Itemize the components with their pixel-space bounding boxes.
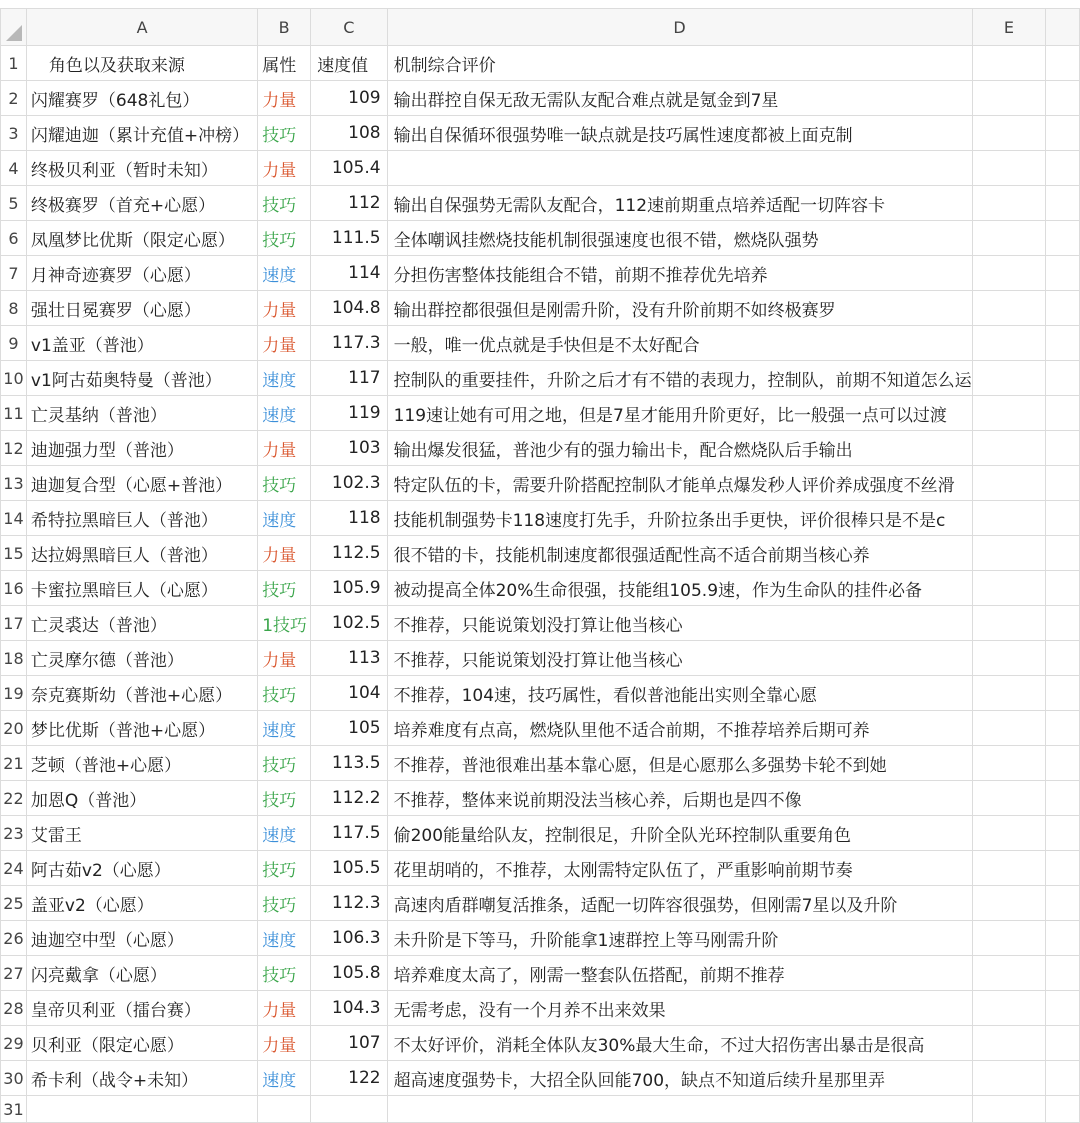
cell-a[interactable]: 迪迦强力型（普池） [26, 431, 257, 466]
cell-c[interactable]: 117.3 [311, 326, 387, 361]
table-row [1, 991, 1080, 1026]
cell-b[interactable]: 技巧 [258, 886, 311, 921]
cell-f[interactable] [1046, 116, 1080, 151]
row-number[interactable]: 20 [1, 711, 27, 746]
cell-d-header[interactable]: 机制综合评价 [387, 46, 972, 81]
cell-a[interactable]: 终极贝利亚（暂时未知） [26, 151, 257, 186]
table-row [1, 886, 1080, 921]
cell-b[interactable]: 技巧 [258, 221, 311, 256]
cell-c[interactable]: 109 [311, 81, 387, 116]
cell-b[interactable]: 技巧 [258, 116, 311, 151]
table-row [1, 676, 1080, 711]
row-number[interactable]: 4 [1, 151, 27, 186]
cell-d[interactable]: 很不错的卡，技能机制速度都很强适配性高不适合前期当核心养 [387, 536, 972, 571]
table-row [1, 431, 1080, 466]
table-row [1, 151, 1080, 186]
cell-f[interactable] [1046, 851, 1080, 886]
table-row [1, 361, 1080, 396]
table-row [1, 641, 1080, 676]
row-number[interactable]: 31 [1, 1096, 27, 1123]
cell-e[interactable] [972, 46, 1046, 81]
column-header-c[interactable]: C [311, 9, 387, 46]
cell-e[interactable] [972, 221, 1046, 256]
cell-b[interactable]: 速度 [258, 1061, 311, 1096]
cell-b[interactable]: 技巧 [258, 956, 311, 991]
cell-c[interactable]: 104.8 [311, 291, 387, 326]
cell-c[interactable]: 105 [311, 711, 387, 746]
cell-a[interactable]: 迪迦空中型（心愿） [26, 921, 257, 956]
cell-f[interactable] [1046, 291, 1080, 326]
cell-e[interactable] [972, 816, 1046, 851]
cell-e[interactable] [972, 886, 1046, 921]
empty-cell[interactable] [311, 1096, 387, 1123]
cell-c[interactable]: 108 [311, 116, 387, 151]
table-row [1, 116, 1080, 151]
table-row [1, 221, 1080, 256]
cell-a[interactable]: 月神奇迹赛罗（心愿） [26, 256, 257, 291]
cell-d[interactable]: 输出群控都很强但是刚需升阶，没有升阶前期不如终极赛罗 [387, 291, 972, 326]
cell-d[interactable]: 技能机制强势卡118速度打先手，升阶拉条出手更快，评价很棒只是不是c [387, 501, 972, 536]
cell-f[interactable] [1046, 46, 1080, 81]
cell-f[interactable] [1046, 431, 1080, 466]
cell-e[interactable] [972, 361, 1046, 396]
cell-b[interactable]: 技巧 [258, 186, 311, 221]
header-data-row [1, 46, 1080, 81]
cell-b[interactable]: 力量 [258, 431, 311, 466]
cell-e[interactable] [972, 501, 1046, 536]
cell-e[interactable] [972, 536, 1046, 571]
cell-a-header[interactable]: 角色以及获取来源 [26, 46, 257, 81]
cell-f[interactable] [1046, 151, 1080, 186]
cell-e[interactable] [972, 921, 1046, 956]
cell-f[interactable] [1046, 81, 1080, 116]
cell-a[interactable]: 卡蜜拉黑暗巨人（心愿） [26, 571, 257, 606]
cell-f[interactable] [1046, 606, 1080, 641]
row-number[interactable]: 19 [1, 676, 27, 711]
cell-b[interactable]: 技巧 [258, 571, 311, 606]
empty-cell[interactable] [26, 1096, 257, 1123]
cell-f[interactable] [1046, 921, 1080, 956]
cell-a[interactable]: 迪迦复合型（心愿+普池） [26, 466, 257, 501]
row-number[interactable]: 14 [1, 501, 27, 536]
cell-b[interactable]: 力量 [258, 1026, 311, 1061]
empty-cell[interactable] [972, 1096, 1046, 1123]
table-row [1, 1061, 1080, 1096]
cell-d[interactable]: 控制队的重要挂件，升阶之后才有不错的表现力，控制队，前期不知道怎么运 [387, 361, 972, 396]
table-row [1, 816, 1080, 851]
table-row [1, 291, 1080, 326]
cell-c[interactable]: 112.3 [311, 886, 387, 921]
row-number[interactable]: 2 [1, 81, 27, 116]
cell-c[interactable]: 117.5 [311, 816, 387, 851]
cell-b[interactable]: 1技巧 [258, 606, 311, 641]
table-row [1, 1026, 1080, 1061]
cell-a[interactable]: 达拉姆黑暗巨人（普池） [26, 536, 257, 571]
table-row [1, 396, 1080, 431]
row-number[interactable]: 22 [1, 781, 27, 816]
cell-b[interactable]: 力量 [258, 81, 311, 116]
cell-a[interactable]: 亡灵摩尔德（普池） [26, 641, 257, 676]
cell-f[interactable] [1046, 781, 1080, 816]
cell-f[interactable] [1046, 536, 1080, 571]
column-header-f[interactable] [1046, 9, 1080, 46]
cell-b[interactable]: 速度 [258, 396, 311, 431]
row-number[interactable]: 27 [1, 956, 27, 991]
cell-c[interactable]: 119 [311, 396, 387, 431]
empty-cell[interactable] [1046, 1096, 1080, 1123]
cell-d[interactable]: 高速肉盾群嘲复活推条，适配一切阵容很强势，但刚需7星以及升阶 [387, 886, 972, 921]
cell-e[interactable] [972, 116, 1046, 151]
cell-c[interactable]: 118 [311, 501, 387, 536]
row-number[interactable]: 8 [1, 291, 27, 326]
table-row [1, 326, 1080, 361]
cell-b[interactable]: 力量 [258, 326, 311, 361]
cell-c[interactable]: 105.9 [311, 571, 387, 606]
cell-d[interactable]: 输出自保强势无需队友配合，112速前期重点培养适配一切阵容卡 [387, 186, 972, 221]
cell-f[interactable] [1046, 256, 1080, 291]
row-number[interactable]: 7 [1, 256, 27, 291]
table-row [1, 256, 1080, 291]
cell-b[interactable]: 技巧 [258, 676, 311, 711]
cell-c[interactable]: 117 [311, 361, 387, 396]
row-number[interactable]: 18 [1, 641, 27, 676]
cell-b-header[interactable]: 属性 [258, 46, 311, 81]
cell-b[interactable]: 速度 [258, 501, 311, 536]
row-number[interactable]: 23 [1, 816, 27, 851]
cell-e[interactable] [972, 781, 1046, 816]
cell-d[interactable]: 花里胡哨的，不推荐，太刚需特定队伍了，严重影响前期节奏 [387, 851, 972, 886]
row-number[interactable]: 24 [1, 851, 27, 886]
cell-c[interactable]: 122 [311, 1061, 387, 1096]
cell-b[interactable]: 技巧 [258, 781, 311, 816]
cell-a[interactable]: 闪亮戴拿（心愿） [26, 956, 257, 991]
cell-a[interactable]: 艾雷王 [26, 816, 257, 851]
cell-f[interactable] [1046, 571, 1080, 606]
cell-c[interactable]: 102.3 [311, 466, 387, 501]
cell-d[interactable]: 不推荐，普池很难出基本靠心愿，但是心愿那么多强势卡轮不到她 [387, 746, 972, 781]
cell-d[interactable]: 不推荐，整体来说前期没法当核心养，后期也是四不像 [387, 781, 972, 816]
cell-e[interactable] [972, 711, 1046, 746]
cell-c[interactable]: 105.5 [311, 851, 387, 886]
cell-e[interactable] [972, 851, 1046, 886]
table-row [1, 851, 1080, 886]
cell-d[interactable]: 特定队伍的卡，需要升阶搭配控制队才能单点爆发秒人评价养成强度不丝滑 [387, 466, 972, 501]
table-row [1, 781, 1080, 816]
cell-c[interactable]: 113.5 [311, 746, 387, 781]
table-row [1, 711, 1080, 746]
cell-a[interactable]: 梦比优斯（普池+心愿） [26, 711, 257, 746]
column-header-d[interactable]: D [387, 9, 972, 46]
cell-e[interactable] [972, 641, 1046, 676]
cell-a[interactable]: 奈克赛斯幼（普池+心愿） [26, 676, 257, 711]
cell-a[interactable]: 贝利亚（限定心愿） [26, 1026, 257, 1061]
cell-e[interactable] [972, 81, 1046, 116]
cell-a[interactable]: 加恩Q（普池） [26, 781, 257, 816]
cell-e[interactable] [972, 431, 1046, 466]
cell-e[interactable] [972, 466, 1046, 501]
cell-d[interactable]: 被动提高全体20%生命很强，技能组105.9速，作为生命队的挂件必备 [387, 571, 972, 606]
cell-d[interactable]: 偷200能量给队友，控制很足，升阶全队光环控制队重要角色 [387, 816, 972, 851]
row-number[interactable]: 21 [1, 746, 27, 781]
cell-b[interactable]: 技巧 [258, 746, 311, 781]
cell-e[interactable] [972, 991, 1046, 1026]
table-row [1, 571, 1080, 606]
cell-b[interactable]: 技巧 [258, 851, 311, 886]
row-number[interactable]: 6 [1, 221, 27, 256]
column-header-e[interactable]: E [972, 9, 1046, 46]
cell-d[interactable]: 输出爆发很猛，普池少有的强力输出卡，配合燃烧队后手输出 [387, 431, 972, 466]
cell-a[interactable]: 闪耀赛罗（648礼包） [26, 81, 257, 116]
cell-c[interactable]: 105.4 [311, 151, 387, 186]
cell-a[interactable]: 亡灵基纳（普池） [26, 396, 257, 431]
cell-b[interactable]: 力量 [258, 991, 311, 1026]
column-header-a[interactable]: A [26, 9, 257, 46]
row-number[interactable]: 26 [1, 921, 27, 956]
row-number[interactable]: 25 [1, 886, 27, 921]
cell-a[interactable]: 闪耀迪迦（累计充值+冲榜） [26, 116, 257, 151]
cell-f[interactable] [1046, 1061, 1080, 1096]
cell-e[interactable] [972, 186, 1046, 221]
cell-b[interactable]: 力量 [258, 291, 311, 326]
cell-e[interactable] [972, 326, 1046, 361]
cell-b[interactable]: 速度 [258, 256, 311, 291]
cell-d[interactable]: 输出自保循环很强势唯一缺点就是技巧属性速度都被上面克制 [387, 116, 972, 151]
cell-f[interactable] [1046, 466, 1080, 501]
cell-c[interactable]: 102.5 [311, 606, 387, 641]
table-row [1, 746, 1080, 781]
cell-f[interactable] [1046, 501, 1080, 536]
cell-f[interactable] [1046, 396, 1080, 431]
cell-d[interactable]: 分担伤害整体技能组合不错，前期不推荐优先培养 [387, 256, 972, 291]
cell-c[interactable]: 112.5 [311, 536, 387, 571]
cell-b[interactable]: 力量 [258, 151, 311, 186]
cell-e[interactable] [972, 256, 1046, 291]
table-row [1, 536, 1080, 571]
cell-c[interactable]: 106.3 [311, 921, 387, 956]
cell-f[interactable] [1046, 361, 1080, 396]
cell-f[interactable] [1046, 641, 1080, 676]
cell-e[interactable] [972, 606, 1046, 641]
row-number[interactable]: 5 [1, 186, 27, 221]
cell-d[interactable]: 一般，唯一优点就是手快但是不太好配合 [387, 326, 972, 361]
cell-a[interactable]: 希特拉黑暗巨人（普池） [26, 501, 257, 536]
cell-b[interactable]: 速度 [258, 711, 311, 746]
row-number[interactable]: 9 [1, 326, 27, 361]
cell-d[interactable]: 全体嘲讽挂燃烧技能机制很强速度也很不错，燃烧队强势 [387, 221, 972, 256]
table-row [1, 606, 1080, 641]
cell-e[interactable] [972, 1061, 1046, 1096]
cell-e[interactable] [972, 396, 1046, 431]
cell-b[interactable]: 技巧 [258, 466, 311, 501]
cell-a[interactable]: 亡灵裘达（普池） [26, 606, 257, 641]
cell-c[interactable]: 114 [311, 256, 387, 291]
cell-d[interactable]: 超高速度强势卡，大招全队回能700，缺点不知道后续升星那里弄 [387, 1061, 972, 1096]
cell-c[interactable]: 104.3 [311, 991, 387, 1026]
row-number[interactable]: 28 [1, 991, 27, 1026]
cell-d[interactable]: 未升阶是下等马，升阶能拿1速群控上等马刚需升阶 [387, 921, 972, 956]
cell-c[interactable]: 107 [311, 1026, 387, 1061]
cell-f[interactable] [1046, 676, 1080, 711]
table-row [1, 501, 1080, 536]
table-row [1, 921, 1080, 956]
row-number[interactable]: 11 [1, 396, 27, 431]
cell-a[interactable]: 阿古茹v2（心愿） [26, 851, 257, 886]
row-number[interactable]: 15 [1, 536, 27, 571]
table-row [1, 1096, 1080, 1123]
cell-a[interactable]: v1盖亚（普池） [26, 326, 257, 361]
cell-a[interactable]: 希卡利（战令+未知） [26, 1061, 257, 1096]
cell-b[interactable]: 速度 [258, 361, 311, 396]
row-number[interactable]: 10 [1, 361, 27, 396]
cell-d[interactable]: 不推荐，只能说策划没打算让他当核心 [387, 641, 972, 676]
empty-cell[interactable] [258, 1096, 311, 1123]
cell-e[interactable] [972, 151, 1046, 186]
cell-f[interactable] [1046, 186, 1080, 221]
cell-f[interactable] [1046, 1026, 1080, 1061]
column-header-row [1, 9, 1080, 46]
data-table [0, 8, 1080, 1123]
cell-c[interactable]: 104 [311, 676, 387, 711]
cell-e[interactable] [972, 291, 1046, 326]
cell-a[interactable]: v1阿古茹奥特曼（普池） [26, 361, 257, 396]
cell-a[interactable]: 皇帝贝利亚（擂台赛） [26, 991, 257, 1026]
cell-c[interactable]: 111.5 [311, 221, 387, 256]
cell-b[interactable]: 速度 [258, 921, 311, 956]
cell-d[interactable]: 培养难度太高了，刚需一整套队伍搭配，前期不推荐 [387, 956, 972, 991]
cell-f[interactable] [1046, 326, 1080, 361]
cell-a[interactable]: 终极赛罗（首充+心愿） [26, 186, 257, 221]
table-row [1, 466, 1080, 501]
cell-d[interactable]: 119速让她有可用之地，但是7星才能用升阶更好，比一般强一点可以过渡 [387, 396, 972, 431]
table-row [1, 956, 1080, 991]
cell-b[interactable]: 力量 [258, 641, 311, 676]
select-all-icon [6, 25, 22, 41]
cell-f[interactable] [1046, 991, 1080, 1026]
cell-f[interactable] [1046, 816, 1080, 851]
cell-e[interactable] [972, 676, 1046, 711]
cell-e[interactable] [972, 956, 1046, 991]
row-number[interactable]: 3 [1, 116, 27, 151]
cell-c[interactable]: 103 [311, 431, 387, 466]
column-header-b[interactable]: B [258, 9, 311, 46]
cell-c[interactable]: 112.2 [311, 781, 387, 816]
row-number[interactable]: 17 [1, 606, 27, 641]
cell-e[interactable] [972, 746, 1046, 781]
cell-f[interactable] [1046, 886, 1080, 921]
cell-d[interactable]: 不推荐，只能说策划没打算让他当核心 [387, 606, 972, 641]
cell-c[interactable]: 112 [311, 186, 387, 221]
cell-f[interactable] [1046, 956, 1080, 991]
cell-b[interactable]: 速度 [258, 816, 311, 851]
table-row [1, 186, 1080, 221]
cell-c-header[interactable]: 速度值 [311, 46, 387, 81]
cell-d[interactable]: 无需考虑，没有一个月养不出来效果 [387, 991, 972, 1026]
row-number[interactable]: 30 [1, 1061, 27, 1096]
cell-d[interactable]: 不太好评价，消耗全体队友30%最大生命，不过大招伤害出暴击是很高 [387, 1026, 972, 1061]
row-number[interactable]: 1 [1, 46, 27, 81]
cell-e[interactable] [972, 1026, 1046, 1061]
cell-b[interactable]: 力量 [258, 536, 311, 571]
cell-d[interactable] [387, 151, 972, 186]
row-number[interactable]: 12 [1, 431, 27, 466]
cell-a[interactable]: 芝顿（普池+心愿） [26, 746, 257, 781]
cell-a[interactable]: 盖亚v2（心愿） [26, 886, 257, 921]
cell-f[interactable] [1046, 711, 1080, 746]
cell-c[interactable]: 105.8 [311, 956, 387, 991]
cell-d[interactable]: 培养难度有点高，燃烧队里他不适合前期，不推荐培养后期可养 [387, 711, 972, 746]
row-number[interactable]: 16 [1, 571, 27, 606]
row-number[interactable]: 13 [1, 466, 27, 501]
cell-f[interactable] [1046, 221, 1080, 256]
empty-cell[interactable] [387, 1096, 972, 1123]
cell-d[interactable]: 不推荐，104速，技巧属性，看似普池能出实则全靠心愿 [387, 676, 972, 711]
cell-a[interactable]: 凤凰梦比优斯（限定心愿） [26, 221, 257, 256]
select-all-corner[interactable] [1, 9, 27, 46]
table-row [1, 81, 1080, 116]
cell-d[interactable]: 输出群控自保无敌无需队友配合难点就是氪金到7星 [387, 81, 972, 116]
cell-a[interactable]: 强壮日冕赛罗（心愿） [26, 291, 257, 326]
cell-e[interactable] [972, 571, 1046, 606]
row-number[interactable]: 29 [1, 1026, 27, 1061]
cell-f[interactable] [1046, 746, 1080, 781]
cell-c[interactable]: 113 [311, 641, 387, 676]
